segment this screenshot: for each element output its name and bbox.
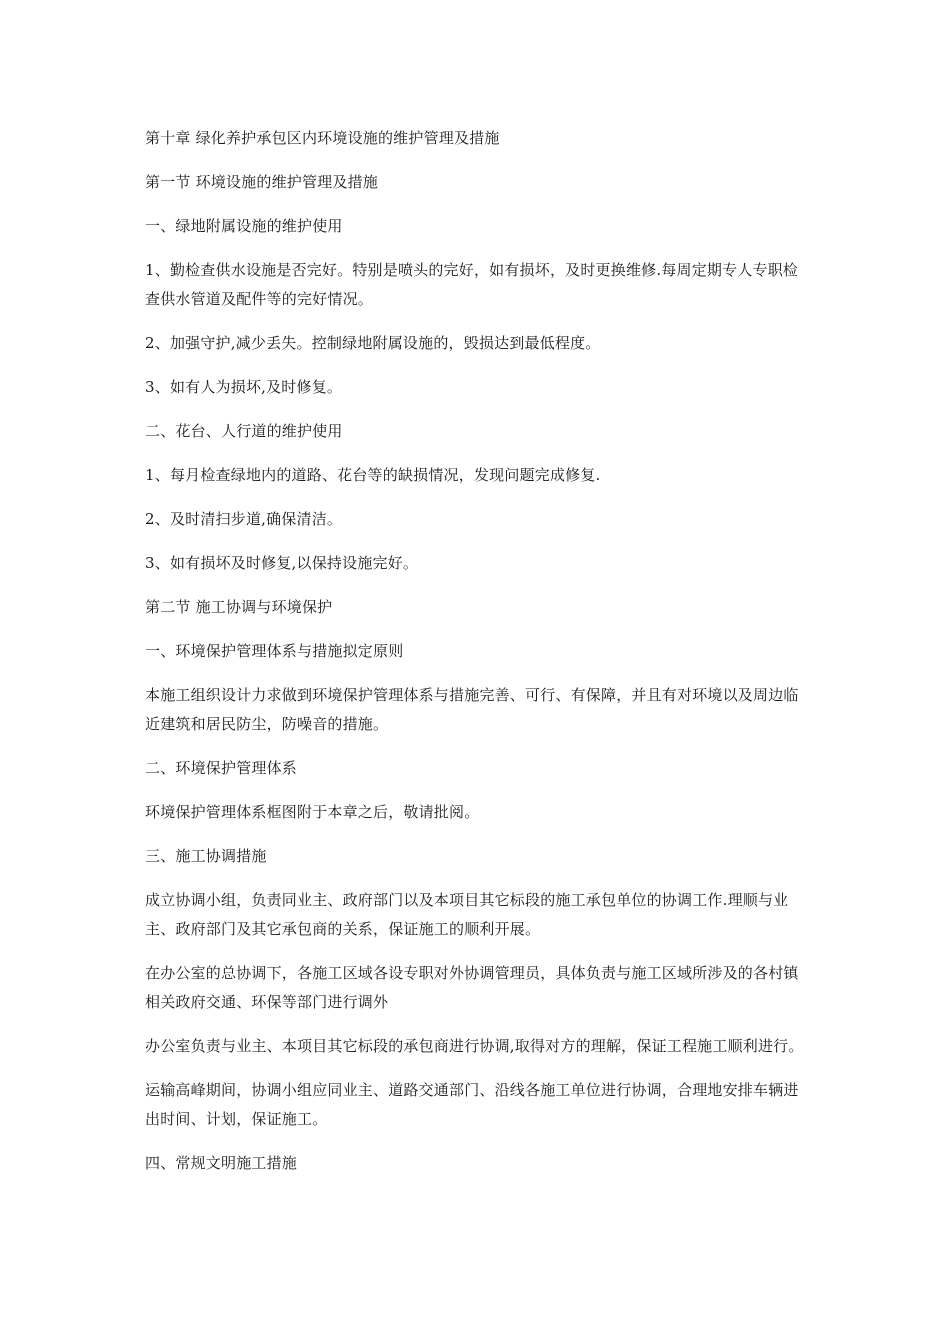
body-paragraph: 环境保护管理体系框图附于本章之后，敬请批阅。 — [145, 803, 480, 821]
chapter-title: 第十章 绿化养护承包区内环境设施的维护管理及措施 — [145, 129, 500, 147]
body-paragraph: 运输高峰期间，协调小组应同业主、道路交通部门、沿线各施工单位进行协调，合理地安排车辆进出时间、计划，保证施工。 — [145, 1081, 799, 1128]
body-paragraph: 办公室负责与业主、本项目其它标段的承包商进行协调,取得对方的理解，保证工程施工顺利进行。 — [145, 1037, 804, 1055]
subsection-heading: 三、施工协调措施 — [145, 847, 267, 865]
subsection-heading: 二、环境保护管理体系 — [145, 759, 298, 777]
subsection-heading: 四、常规文明施工措施 — [145, 1154, 298, 1172]
body-paragraph: 本施工组织设计力求做到环境保护管理体系与措施完善、可行、有保障，并且有对环境以及周边临近建筑和居民防尘，防噪音的措施。 — [145, 686, 799, 733]
body-paragraph: 成立协调小组，负责同业主、政府部门以及本项目其它标段的施工承包单位的协调工作.理顺与业主、政府部门及其它承包商的关系，保证施工的顺利开展。 — [145, 891, 789, 938]
document-body — [145, 124, 813, 1193]
list-item: 1、每月检查绿地内的道路、花台等的缺损情况，发现问题完成修复. — [145, 466, 601, 484]
subsection-heading: 一、环境保护管理体系与措施拟定原则 — [145, 642, 404, 660]
section-heading: 第二节 施工协调与环境保护 — [145, 598, 333, 616]
list-item: 3、如有人为损坏,及时修复。 — [145, 378, 343, 396]
list-item: 3、如有损坏及时修复,以保持设施完好。 — [145, 554, 419, 572]
section-heading: 第一节 环境设施的维护管理及措施 — [145, 173, 378, 191]
subsection-heading: 一、绿地附属设施的维护使用 — [145, 217, 343, 235]
list-item: 2、加强守护,减少丢失。控制绿地附属设施的，毁损达到最低程度。 — [145, 334, 601, 352]
list-item: 1、勤检查供水设施是否完好。特别是喷头的完好，如有损坏，及时更换维修.每周定期专人专职检查供水管道及配件等的完好情况。 — [145, 261, 799, 308]
body-paragraph: 在办公室的总协调下，各施工区域各设专职对外协调管理员，具体负责与施工区域所涉及的各村镇相关政府交通、环保等部门进行调外 — [145, 964, 799, 1011]
subsection-heading: 二、花台、人行道的维护使用 — [145, 422, 343, 440]
list-item: 2、及时清扫步道,确保清洁。 — [145, 510, 343, 528]
